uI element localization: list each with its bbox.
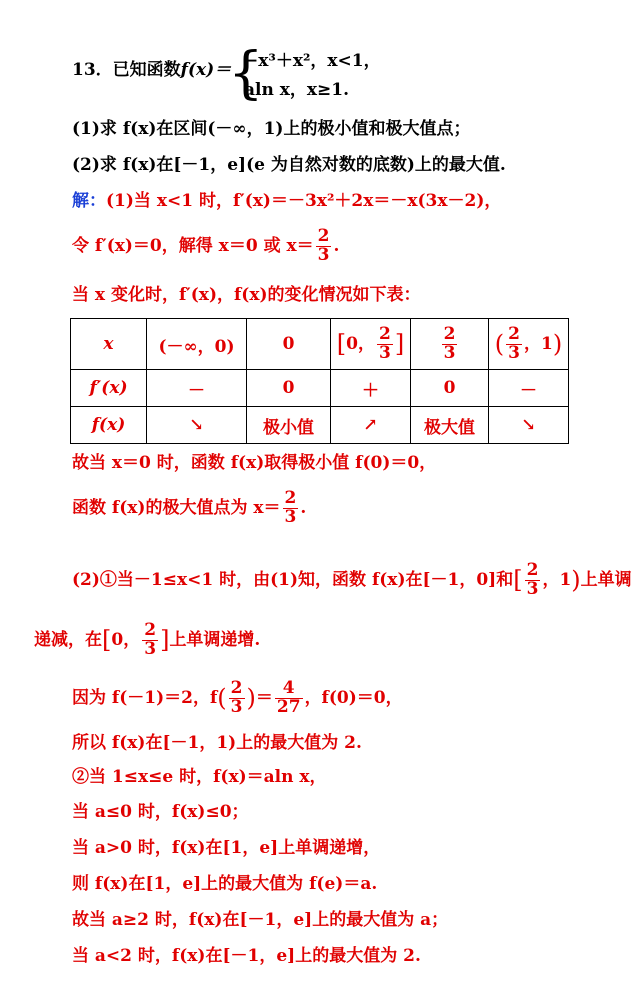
- table-cell: 0: [411, 370, 489, 407]
- table-cell: 0: [247, 319, 331, 370]
- table-cell: ＋: [331, 370, 411, 407]
- piecewise-brace: {: [228, 41, 264, 106]
- table-row: [71, 407, 569, 444]
- solution-label: 解：: [72, 191, 106, 211]
- table-cell-2/3: $\frac{2}{3}$: [411, 319, 489, 370]
- table-cell: 极小值: [247, 407, 331, 444]
- table-cell-interval-2/3-1: ( $\frac{2}{3}$ ，1): [489, 319, 569, 370]
- table-row-label: f(x): [71, 407, 147, 444]
- table-row-label: f′(x): [71, 370, 147, 407]
- table-cell: 极大值: [411, 407, 489, 444]
- table-cell: (－∞，0): [147, 319, 247, 370]
- solution-line-15: 当 a<2 时，f(x)在[－1，e]上的最大值为 2.: [72, 946, 421, 966]
- solution-line-10: ②当 1≤x≤e 时，f(x)＝aln x，: [72, 767, 327, 787]
- solution-line-14: 故当 a≥2 时，f(x)在[－1，e]上的最大值为 a；: [72, 910, 449, 930]
- piecewise-case-1: −x³＋x²，x<1，: [244, 51, 381, 71]
- solution-line-11: 当 a≤0 时，f(x)≤0；: [72, 802, 249, 822]
- table-cell: ↘: [147, 407, 247, 444]
- problem-func: f(x)＝: [180, 60, 232, 80]
- question-1: (1)求 f(x)在区间(－∞，1)上的极小值和极大值点；: [72, 119, 471, 139]
- solution-line-13: 则 f(x)在[1，e]上的最大值为 f(e)＝a.: [72, 874, 378, 894]
- solution-line-4: 故当 x＝0 时，函数 f(x)取得极小值 f(0)＝0，: [72, 453, 437, 473]
- solution-line-1: 解：(1)当 x<1 时，f′(x)＝－3x²＋2x＝－x(3x－2)，: [72, 191, 502, 211]
- table-cell: 0: [247, 370, 331, 407]
- solution-line-9: 所以 f(x)在[－1，1)上的最大值为 2.: [72, 733, 362, 753]
- solution-line-3: 当 x 变化时，f′(x)，f(x)的变化情况如下表：: [72, 285, 421, 305]
- problem-label: 13．已知函数f(x)＝: [72, 60, 232, 80]
- table-row: [71, 319, 569, 370]
- question-2: (2)求 f(x)在[－1，e](e 为自然对数的底数)上的最大值.: [72, 155, 506, 175]
- fraction-two-thirds: $\frac{2}{3}$: [317, 226, 330, 265]
- table-header-x: x: [71, 319, 147, 370]
- solution-line-7: 递减，在[0， $\frac{2}{3}$ ]上单调递增.: [34, 620, 261, 659]
- solution-line-2: 令 f′(x)＝0，解得 x＝0 或 x＝ $\frac{2}{3}$ .: [72, 226, 340, 265]
- piecewise-case-2: aln x，x≥1.: [244, 80, 350, 100]
- table-cell-interval-0-2/3: [0， $\frac{2}{3}$ ]: [331, 319, 411, 370]
- solution-line-5: 函数 f(x)的极大值点为 x＝ $\frac{2}{3}$ .: [72, 488, 307, 527]
- table-cell: －: [147, 370, 247, 407]
- table-cell: －: [489, 370, 569, 407]
- table-cell: ↗: [331, 407, 411, 444]
- solution-line-12: 当 a>0 时，f(x)在[1，e]上单调递增，: [72, 838, 381, 858]
- table-row: [71, 370, 569, 407]
- solution-line-8: 因为 f(－1)＝2，f( $\frac{2}{3}$ )＝ $\frac{4}{27}$ ，f(0)＝0，: [72, 678, 403, 717]
- variation-table: [70, 318, 569, 444]
- table-cell: ↘: [489, 407, 569, 444]
- solution-line-6: (2)①当－1≤x<1 时，由(1)知，函数 f(x)在[－1，0]和[ $\frac{2}{3}$ ，1)上单调: [72, 560, 632, 599]
